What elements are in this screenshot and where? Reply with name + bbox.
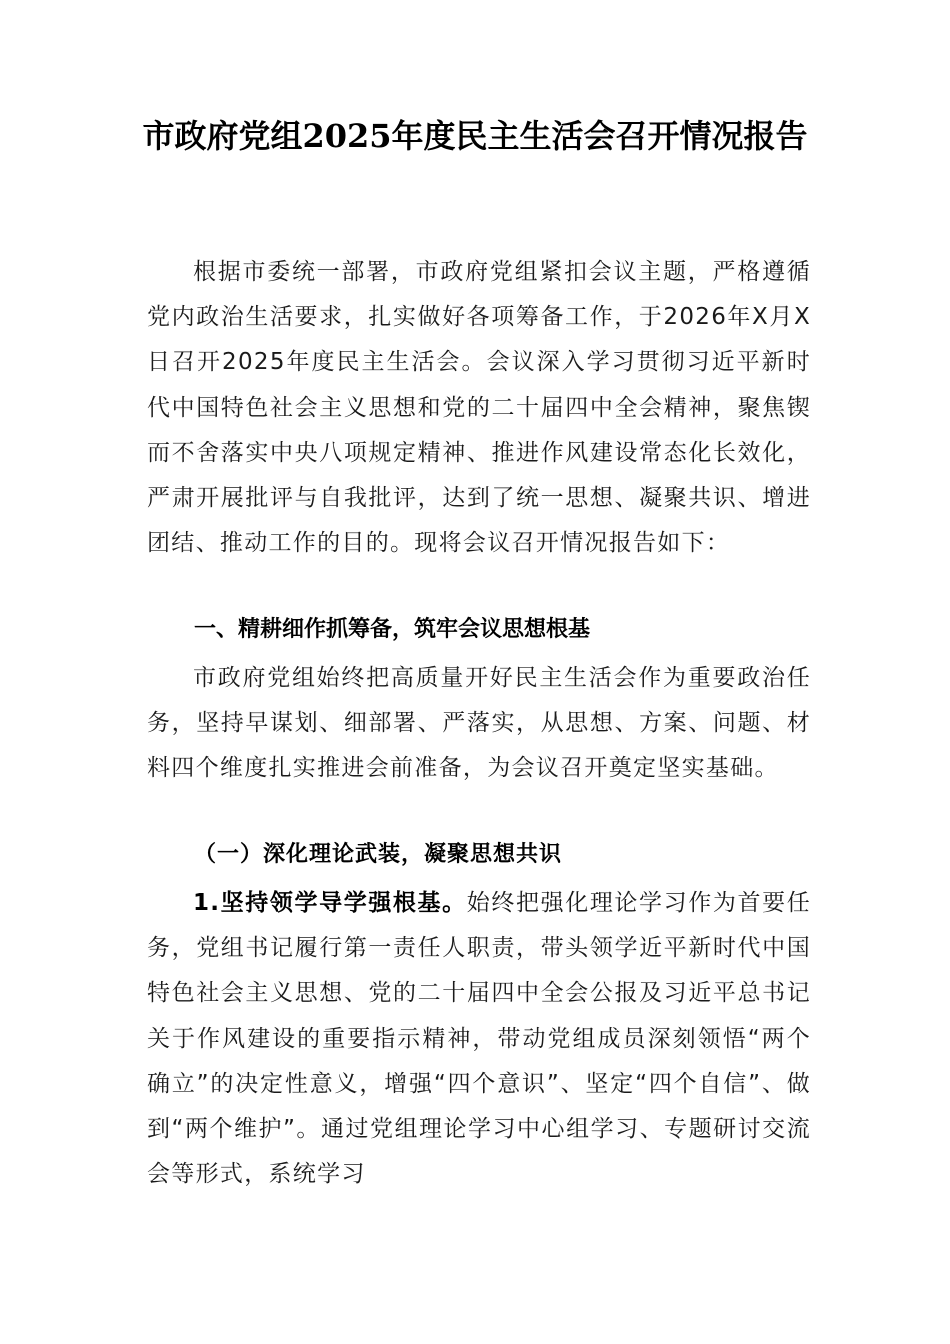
intro-paragraph: 根据市委统一部署，市政府党组紧扣会议主题，严格遵循党内政治生活要求，扎实做好各项筹备工作，于2026年X月X日召开2025年度民主生活会。会议深入学习贯彻习近平新时代中国特色社会主义思想和党的二十届四中全会精神，聚焦锲而不舍落实中央八项规定精神、推进作风建设常态化长效化，严肃开展批评与自我批评，达到了统一思想、凝聚共识、增进团结、推动工作的目的。现将会议召开情况报告如下：: [147, 259, 811, 557]
section-paragraph: 市政府党组始终把高质量开好民主生活会作为重要政治任务，坚持早谋划、细部署、严落实，从思想、方案、问题、材料四个维度扎实推进会前准备，为会议召开奠定坚实基础。: [147, 665, 811, 782]
item-text: 始终把强化理论学习作为首要任务，党组书记履行第一责任人职责，带头领学近平新时代中国特色社会主义思想、党的二十届四中全会公报及习近平总书记关于作风建设的重要指示精神，带动党组成员深刻领悟“两个确立”的决定性意义，增强“四个意识”、坚定“四个自信”、做到“两个维护”。通过党组理论学习中心组学习、专题研讨交流会等形式，系统学习: [147, 890, 812, 1188]
section-heading: 一、精耕细作抓筹备，筑牢会议思想根基: [194, 617, 591, 642]
item-lead: 1.坚持领学导学强根基。: [193, 890, 467, 916]
document-title: 市政府党组2025年度民主生活会召开情况报告: [142, 117, 808, 155]
subsection-heading: （一）深化理论武装，凝聚思想共识: [194, 842, 563, 867]
item-paragraph: [147, 881, 811, 1197]
